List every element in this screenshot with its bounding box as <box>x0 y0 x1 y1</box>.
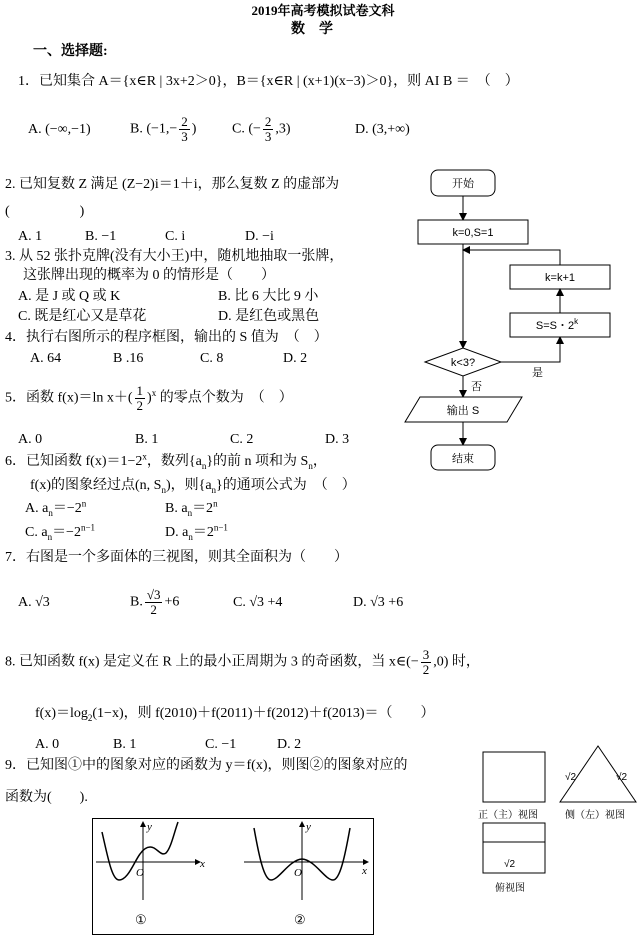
numerator: 3 <box>422 647 430 662</box>
graph-2 <box>244 821 368 927</box>
exponent: n <box>81 498 87 509</box>
subscript: n <box>47 531 53 542</box>
subscript: n <box>187 507 193 518</box>
flow-output-node <box>405 397 522 422</box>
stem-text: ,0) 时， <box>433 654 480 670</box>
question-6-stem-line1 <box>5 453 327 471</box>
question-6-option-a <box>25 500 86 518</box>
question-1-option-d: D. (3,+∞) <box>355 122 410 137</box>
flow-end-node <box>431 445 495 470</box>
stem-text: ) <box>147 390 152 406</box>
origin-label: O <box>136 867 144 879</box>
flow-condition-node <box>425 348 501 376</box>
flow-loop-return-arrow <box>463 250 560 265</box>
flow-update-text: S=S・2 <box>535 320 575 332</box>
denominator: 2 <box>150 602 157 617</box>
question-8-option-d: D. 2 <box>277 737 302 752</box>
flow-end-label: 结束 <box>452 453 474 465</box>
question-2-option-a: A. 1 <box>18 229 43 244</box>
question-5-option-d: D. 3 <box>325 432 350 447</box>
top-view-label: 俯视图 <box>495 883 525 894</box>
x-axis-label: x <box>362 865 367 877</box>
option-text: ＝−2 <box>52 525 81 540</box>
exponent: x <box>151 388 157 399</box>
question-2-answer-blank: ( ) <box>5 204 85 219</box>
question-7-stem: 7．右图是一个多面体的三视图，则其全面积为（ ） <box>5 550 348 565</box>
stem-text: 的零点个数为 （ ） <box>156 390 293 406</box>
origin-label: O <box>294 867 302 879</box>
subscript: n <box>48 507 53 518</box>
numerator: √3 <box>146 587 161 602</box>
flow-init-node <box>418 220 528 244</box>
question-3-option-b: B. 比 6 大比 9 小 <box>218 289 319 304</box>
section-title: 一、选择题: <box>33 44 108 59</box>
denominator: 3 <box>264 129 272 144</box>
exponent: x <box>142 451 147 462</box>
flow-update-node <box>510 313 610 337</box>
question-4-option-a: A. 64 <box>30 351 62 366</box>
option-text: B. <box>130 594 143 610</box>
side-view-left-edge: √2 <box>565 772 577 783</box>
flow-start-label: 开始 <box>452 178 474 190</box>
stem-text: ， <box>312 454 327 469</box>
question-6-option-d <box>165 524 228 542</box>
side-view-right-edge: √2 <box>616 772 628 783</box>
question-4-option-d: D. 2 <box>283 351 308 366</box>
question-4-option-b: B .16 <box>113 351 144 366</box>
question-8-stem-line2 <box>35 705 435 723</box>
stem-text: }的通项公式为 （ ） <box>216 478 356 493</box>
flow-increment-label: k=k+1 <box>545 272 575 284</box>
denominator: 2 <box>136 398 144 413</box>
question-3-stem-line1: 3. 从 52 张扑克牌(没有大小王)中，随机地抽取一张牌， <box>5 249 344 264</box>
stem-text: 6．已知函数 f(x)＝1−2 <box>5 454 143 469</box>
option-text: ＝2 <box>192 501 214 516</box>
question-5-option-c: C. 2 <box>230 432 254 447</box>
question-7-option-d: D. √3 +6 <box>353 595 404 610</box>
side-view-label: 侧（左）视图 <box>565 810 625 821</box>
question-2-option-b: B. −1 <box>85 229 117 244</box>
stem-text: }的前 n 项和为 S <box>206 454 309 469</box>
exponent: n−1 <box>80 522 96 533</box>
flow-update-exponent: k <box>574 317 579 326</box>
fraction <box>421 648 432 677</box>
stem-text: (1−x)，则 f(2010)＋f(2011)＋f(2012)＋f(2013)＝（ ） <box>92 706 435 721</box>
figure-2-label: ② <box>294 912 306 927</box>
question-9-stem-line2: 函数为( ). <box>5 790 88 805</box>
flow-loop-arrow <box>501 337 560 362</box>
front-view-label: 正（主）视图 <box>478 810 538 821</box>
numerator: 1 <box>136 383 144 398</box>
question-1-option-c <box>232 115 291 144</box>
flow-condition-label: k<3? <box>450 357 476 369</box>
fraction <box>263 115 274 144</box>
subject-title: 数 学 <box>291 22 333 37</box>
option-text: ,3) <box>275 121 291 137</box>
flow-increment-node <box>510 265 610 289</box>
figure-1-label: ① <box>135 912 147 927</box>
question-5-stem <box>5 384 293 413</box>
option-text: B. a <box>165 501 188 516</box>
denominator: 2 <box>422 662 430 677</box>
exponent: n−1 <box>213 522 228 533</box>
question-8-option-b: B. 1 <box>113 737 137 752</box>
option-text: +6 <box>164 594 180 610</box>
flowchart <box>400 165 632 475</box>
fraction <box>145 588 163 617</box>
question-6-stem-line2 <box>30 477 356 495</box>
option-text: ＝−2 <box>52 501 82 516</box>
stem-text: )，则{a <box>165 478 212 493</box>
question-1-option-b <box>130 115 196 144</box>
function-graphs <box>92 818 374 936</box>
y-axis-label: y <box>306 821 311 833</box>
question-8-option-c: C. −1 <box>205 737 237 752</box>
question-7-option-c: C. √3 +4 <box>233 595 283 610</box>
question-1-option-a: A. (−∞,−1) <box>28 122 91 137</box>
question-3-option-d: D. 是红色或黑色 <box>218 309 320 324</box>
subscript: n <box>161 484 166 495</box>
flow-start-node <box>431 170 495 196</box>
question-4-option-c: C. 8 <box>200 351 224 366</box>
option-text: B. (−1,− <box>130 121 178 137</box>
stem-text: 8. 已知函数 f(x) 是定义在 R 上的最小正周期为 3 的奇函数，当 x∈(− <box>5 654 419 670</box>
flow-init-label: k=0,S=1 <box>452 227 494 239</box>
flow-yes-label: 是 <box>532 367 543 379</box>
question-8-stem-line1 <box>5 648 480 677</box>
option-text: ) <box>191 121 197 137</box>
option-text: C. a <box>25 525 48 540</box>
question-5-option-b: B. 1 <box>135 432 159 447</box>
question-7-option-b <box>130 588 179 617</box>
graph-1 <box>96 821 205 927</box>
subscript: n <box>188 531 193 542</box>
subscript: n <box>201 460 207 471</box>
question-3-stem-line2: 这张牌出现的概率为 0 的情形是（ ） <box>23 268 275 283</box>
stem-text: f(x)的图象经过点(n, S <box>30 478 162 493</box>
option-text: ＝2 <box>192 525 214 540</box>
question-4-stem: 4．执行右图所示的程序框图，输出的 S 值为 （ ） <box>5 330 328 345</box>
question-7-option-a: A. √3 <box>18 595 50 610</box>
flow-update-label <box>536 317 579 332</box>
three-view-drawing <box>470 740 640 900</box>
front-view-rect <box>483 752 545 802</box>
question-6-option-c <box>25 524 95 542</box>
question-3-option-a: A. 是 J 或 Q 或 K <box>18 289 121 304</box>
fraction <box>179 115 190 144</box>
denominator: 3 <box>181 129 188 144</box>
question-6-option-b <box>165 500 218 518</box>
exponent: n <box>213 498 218 509</box>
option-text: C. (− <box>232 121 261 137</box>
flow-no-label: 否 <box>471 381 482 393</box>
question-2-stem: 2. 已知复数 Z 满足 (Z−2)i＝1＋i，那么复数 Z 的虚部为 <box>5 177 340 192</box>
stem-text: 5．函数 f(x)＝ln x＋( <box>5 390 133 406</box>
option-text: A. a <box>25 501 49 516</box>
exam-title: 2019年高考模拟试卷文科 <box>251 3 395 18</box>
question-2-option-c: C. i <box>165 229 186 244</box>
question-9-stem-line1: 9．已知图①中的图象对应的函数为 y＝f(x)，则图②的图象对应的 <box>5 758 408 773</box>
subscript: 2 <box>87 712 93 723</box>
option-text: D. a <box>165 525 189 540</box>
question-2-option-d: D. −i <box>245 229 274 244</box>
question-8-option-a: A. 0 <box>35 737 60 752</box>
y-axis-label: y <box>147 821 152 833</box>
question-3-option-c: C. 既是红心又是草花 <box>18 309 147 324</box>
stem-text: ，数列{a <box>146 454 202 469</box>
fraction <box>135 384 146 413</box>
subscript: n <box>211 484 217 495</box>
question-5-option-a: A. 0 <box>18 432 43 447</box>
stem-text: f(x)＝log <box>35 706 88 721</box>
subscript: n <box>308 460 313 471</box>
numerator: 2 <box>181 114 188 129</box>
numerator: 2 <box>264 114 272 129</box>
flow-output-label: 输出 S <box>446 405 480 417</box>
x-axis-label: x <box>200 858 205 870</box>
question-1-stem: 1．已知集合 A＝{x∈R | 3x+2＞0}，B＝{x∈R | (x+1)(x−3)＞0}，则 AI B ＝ （ ） <box>18 74 519 89</box>
top-view-edge: √2 <box>504 859 516 870</box>
